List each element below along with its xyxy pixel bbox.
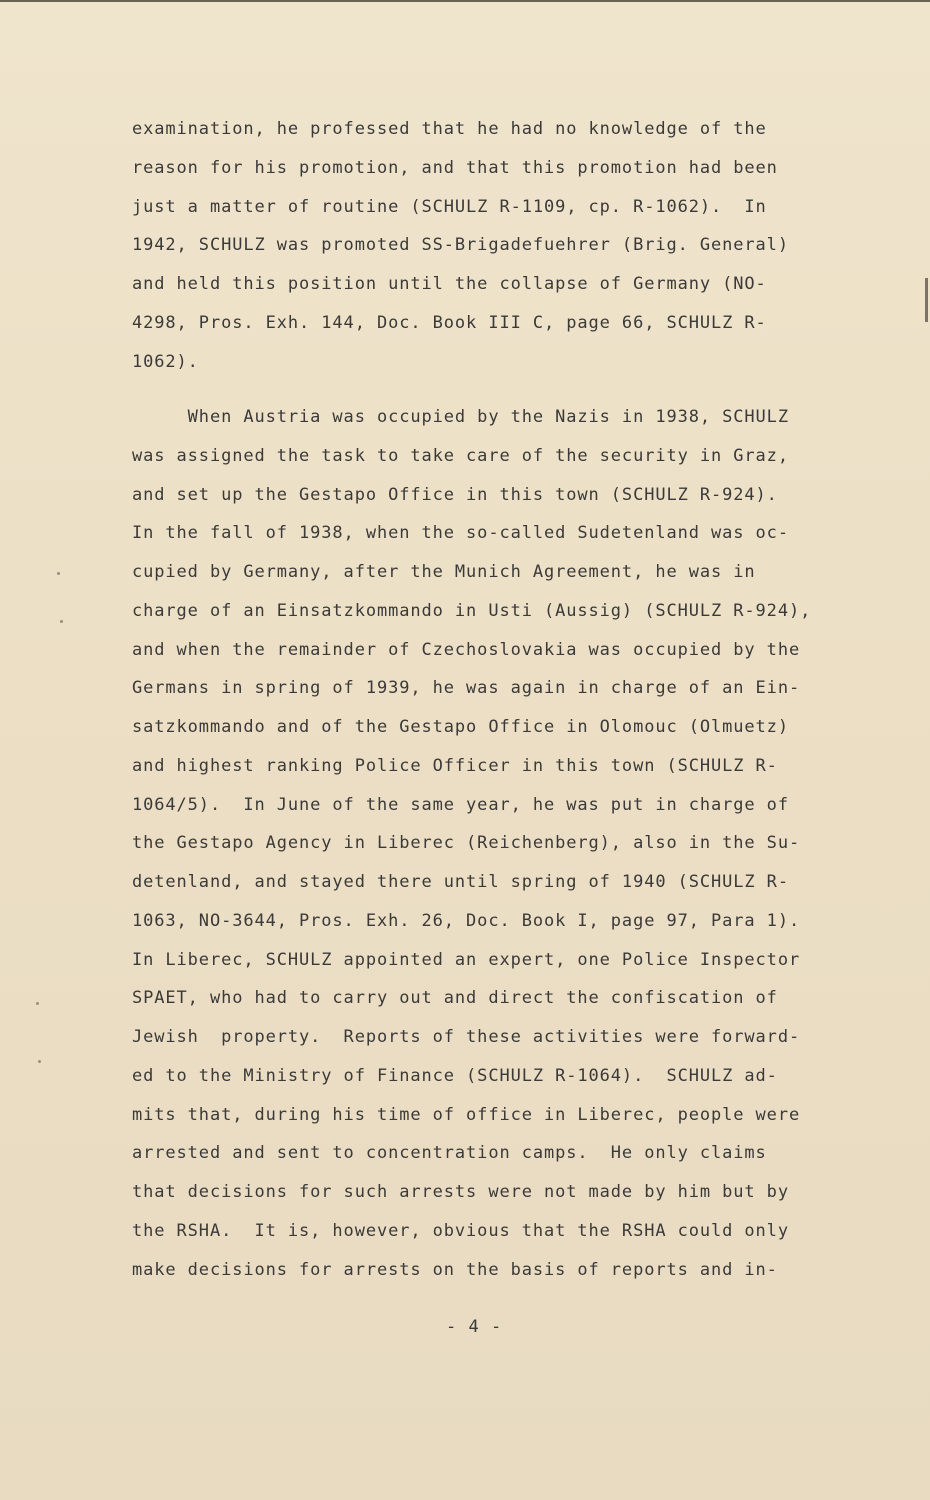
text-line: cupied by Germany, after the Munich Agreement, he was in	[132, 562, 756, 582]
text-line: charge of an Einsatzkommando in Usti (Aussig) (SCHULZ R-924),	[132, 601, 812, 621]
text-line: that decisions for such arrests were not made by him but by	[132, 1182, 789, 1202]
page-number: - 4 -	[446, 1317, 503, 1337]
paper-speck	[57, 572, 60, 575]
text-line: In Liberec, SCHULZ appointed an expert, one Police Inspector	[132, 950, 801, 970]
text-line: In the fall of 1938, when the so-called Sudetenland was oc-	[132, 523, 789, 543]
text-line: arrested and sent to concentration camps. He only claims	[132, 1143, 767, 1163]
text-line: 4298, Pros. Exh. 144, Doc. Book III C, page 66, SCHULZ R-	[132, 313, 767, 333]
text-line: SPAET, who had to carry out and direct the confiscation of	[132, 988, 778, 1008]
margin-mark	[925, 278, 928, 322]
text-line: satzkommando and of the Gestapo Office in Olomouc (Olmuetz)	[132, 717, 789, 737]
text-line: reason for his promotion, and that this promotion had been	[132, 158, 778, 178]
text-line: ed to the Ministry of Finance (SCHULZ R-1064). SCHULZ ad-	[132, 1066, 778, 1086]
text-line: examination, he professed that he had no knowledge of the	[132, 119, 767, 139]
text-line: 1063, NO-3644, Pros. Exh. 26, Doc. Book I, page 97, Para 1).	[132, 911, 801, 931]
paper-speck	[38, 1060, 41, 1063]
text-line: detenland, and stayed there until spring of 1940 (SCHULZ R-	[132, 872, 789, 892]
text-line: mits that, during his time of office in Liberec, people were	[132, 1105, 801, 1125]
page-top-edge	[0, 0, 930, 2]
text-line: and held this position until the collapse of Germany (NO-	[132, 274, 767, 294]
paper-speck	[60, 620, 63, 623]
text-line: the RSHA. It is, however, obvious that the RSHA could only	[132, 1221, 789, 1241]
text-line: and highest ranking Police Officer in this town (SCHULZ R-	[132, 756, 778, 776]
text-line: When Austria was occupied by the Nazis in 1938, SCHULZ	[132, 407, 789, 427]
text-line: Jewish property. Reports of these activities were forward-	[132, 1027, 801, 1047]
text-line: the Gestapo Agency in Liberec (Reichenberg), also in the Su-	[132, 833, 801, 853]
text-line: and when the remainder of Czechoslovakia was occupied by the	[132, 640, 801, 660]
text-line: 1062).	[132, 352, 199, 372]
text-line: was assigned the task to take care of the security in Graz,	[132, 446, 789, 466]
text-line: just a matter of routine (SCHULZ R-1109, cp. R-1062). In	[132, 197, 767, 217]
paper-speck	[36, 1002, 39, 1005]
text-line: 1064/5). In June of the same year, he was put in charge of	[132, 795, 789, 815]
text-line: Germans in spring of 1939, he was again in charge of an Ein-	[132, 678, 801, 698]
text-line: and set up the Gestapo Office in this town (SCHULZ R-924).	[132, 485, 778, 505]
text-line: 1942, SCHULZ was promoted SS-Brigadefuehrer (Brig. General)	[132, 235, 789, 255]
text-line: make decisions for arrests on the basis of reports and in-	[132, 1260, 778, 1280]
